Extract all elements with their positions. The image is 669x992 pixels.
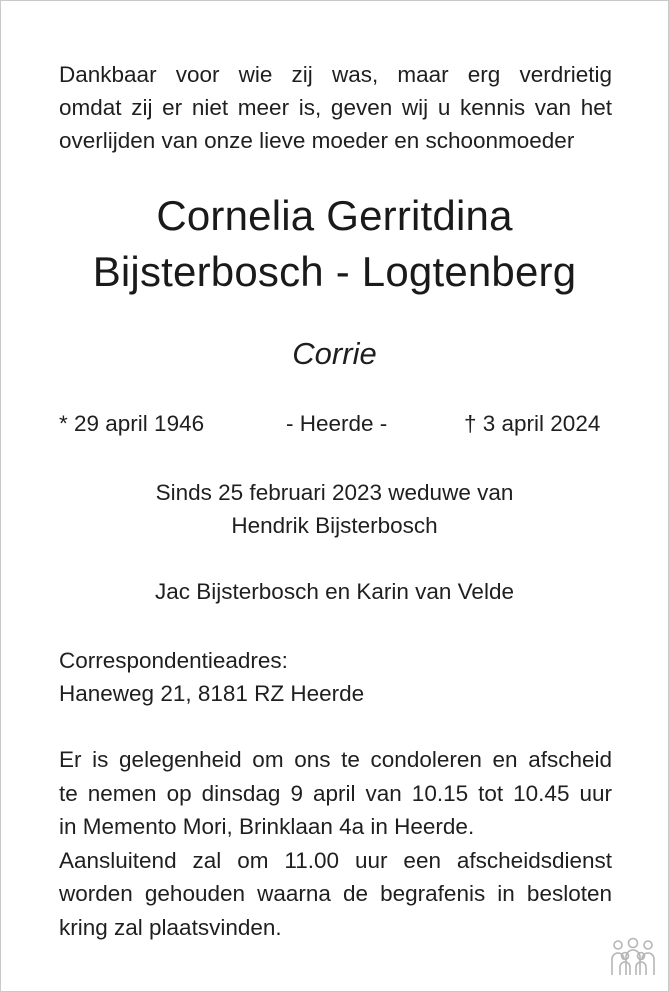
birth-date: * 29 april 1946: [59, 411, 205, 436]
deceased-nickname: Corrie: [292, 336, 377, 371]
ceremony-line: Aansluitend zal om 11.00 uur een afscheidsdienst: [59, 847, 612, 873]
people-group-icon: [608, 937, 658, 977]
ceremony-line: Er is gelegenheid om ons te condoleren en afscheid: [59, 747, 612, 772]
intro-line: overlijden van onze lieve moeder en schoonmoeder: [59, 128, 575, 153]
intro-paragraph: [59, 58, 612, 157]
ceremony-line: in Memento Mori, Brinklaan 4a in Heerde.: [59, 814, 475, 839]
deceased-name-last: Bijsterbosch - Logtenberg: [92, 248, 577, 295]
death-date: † 3 april 2024: [464, 411, 601, 436]
place-name: - Heerde -: [286, 411, 388, 436]
intro-line: omdat zij er niet meer is, geven wij u kennis van het: [59, 95, 612, 120]
deceased-name-first: Cornelia Gerritdina: [156, 192, 513, 239]
ceremony-line: te nemen op dinsdag 9 april van 10.15 tot 10.45 uur: [59, 780, 612, 806]
widow-line: Sinds 25 februari 2023 weduwe van: [155, 480, 514, 505]
family-names: Jac Bijsterbosch en Karin van Velde: [155, 579, 514, 604]
widow-husband-name: Hendrik Bijsterbosch: [231, 513, 438, 538]
correspondence-label: Correspondentieadres:: [59, 648, 288, 673]
ceremony-line: kring zal plaatsvinden.: [59, 914, 282, 940]
ceremony-paragraph: [59, 743, 612, 944]
correspondence-address: Haneweg 21, 8181 RZ Heerde: [59, 681, 365, 706]
ceremony-line: worden gehouden waarna de begrafenis in besloten: [59, 881, 612, 906]
intro-line: Dankbaar voor wie zij was, maar erg verdrietig: [59, 62, 612, 87]
